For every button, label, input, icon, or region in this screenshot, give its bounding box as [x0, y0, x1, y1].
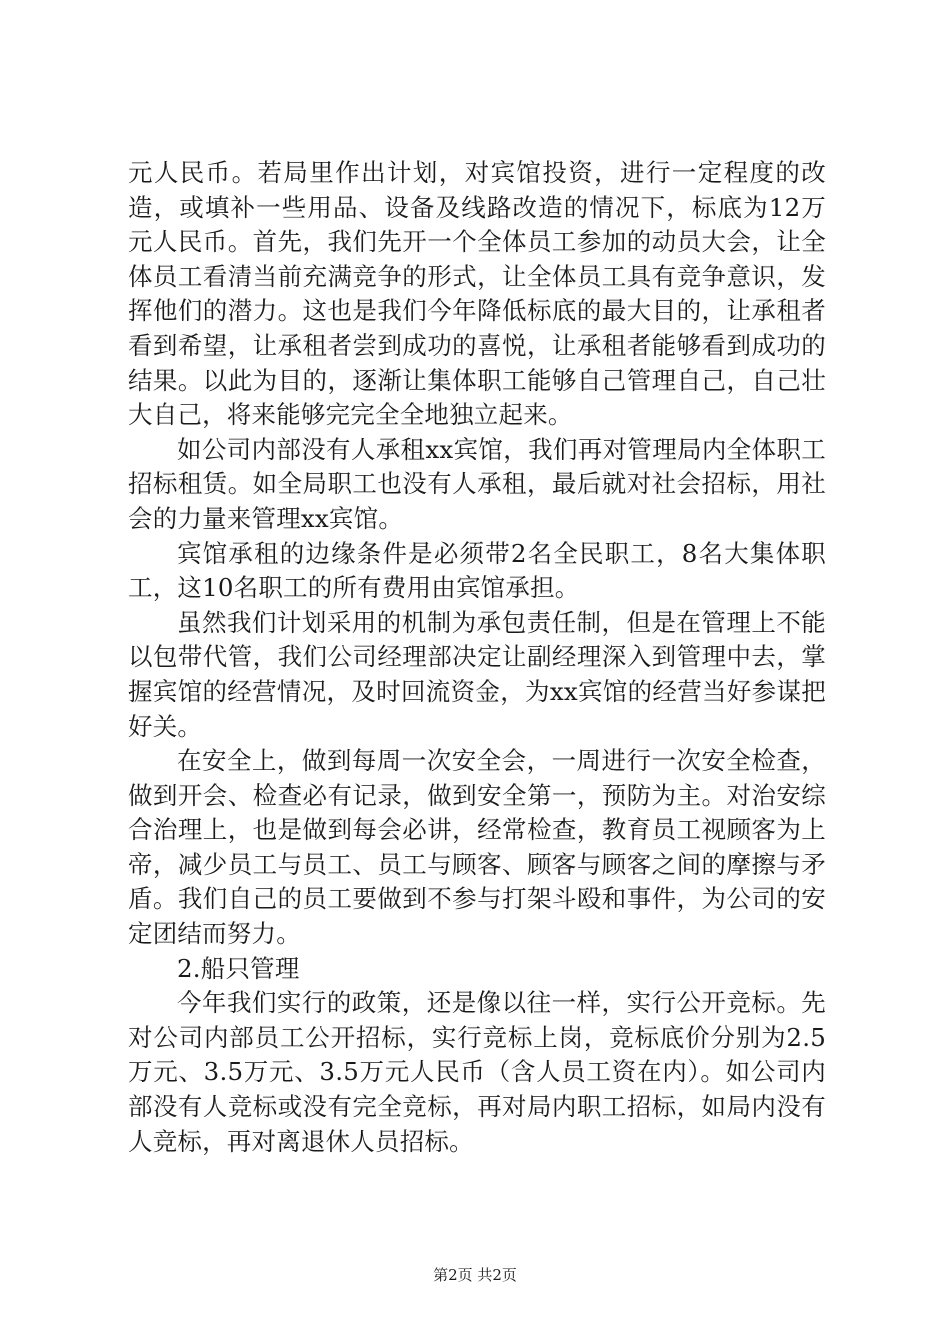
paragraph-2: 如公司内部没有人承租xx宾馆，我们再对管理局内全体职工招标租赁。如全局职工也没有人承租，最后就对社会招标，用社会的力量来管理xx宾馆。 — [128, 434, 826, 533]
page-footer: 第2页 共2页 — [433, 1266, 517, 1284]
paragraph-5: 在安全上，做到每周一次安全会，一周进行一次安全检查，做到开会、检查必有记录，做到安全第一，预防为主。对治安综合治理上，也是做到每会必讲，经常检查，教育员工视顾客为上帝，减少员工与员工、员工与顾客、顾客与顾客之间的摩擦与矛盾。我们自己的员工要做到不参与打架斗殴和事件，为公司的安定团结而努力。 — [128, 746, 826, 949]
document-body — [128, 156, 826, 1159]
paragraph-3: 宾馆承租的边缘条件是必须带2名全民职工，8名大集体职工，这10名职工的所有费用由宾馆承担。 — [128, 538, 826, 603]
paragraph-1: 元人民币。若局里作出计划，对宾馆投资，进行一定程度的改造，或填补一些用品、设备及线路改造的情况下，标底为12万元人民币。首先，我们先开一个全体员工参加的动员大会，让全体员工看清当前充满竞争的形式，让全体员工具有竞争意识，发挥他们的潜力。这也是我们今年降低标底的最大目的，让承租者看到希望，让承租者尝到成功的喜悦，让承租者能够看到成功的结果。以此为目的，逐渐让集体职工能够自己管理自己，自己壮大自己，将来能够完完全全地独立起来。 — [128, 158, 826, 430]
paragraph-4: 虽然我们计划采用的机制为承包责任制，但是在管理上不能以包带代管，我们公司经理部决定让副经理深入到管理中去，掌握宾馆的经营情况，及时回流资金，为xx宾馆的经营当好参谋把好关。 — [128, 607, 826, 741]
paragraph-7: 今年我们实行的政策，还是像以往一样，实行公开竞标。先对公司内部员工公开招标，实行竞标上岗，竞标底价分别为2.5万元、3.5万元、3.5万元人民币（含人员工资在内）。如公司内部没有人竞标或没有完全竞标，再对局内职工招标，如局内没有人竞标，再对离退休人员招标。 — [128, 988, 826, 1156]
section-heading-ship-management: 2.船只管理 — [177, 953, 300, 983]
